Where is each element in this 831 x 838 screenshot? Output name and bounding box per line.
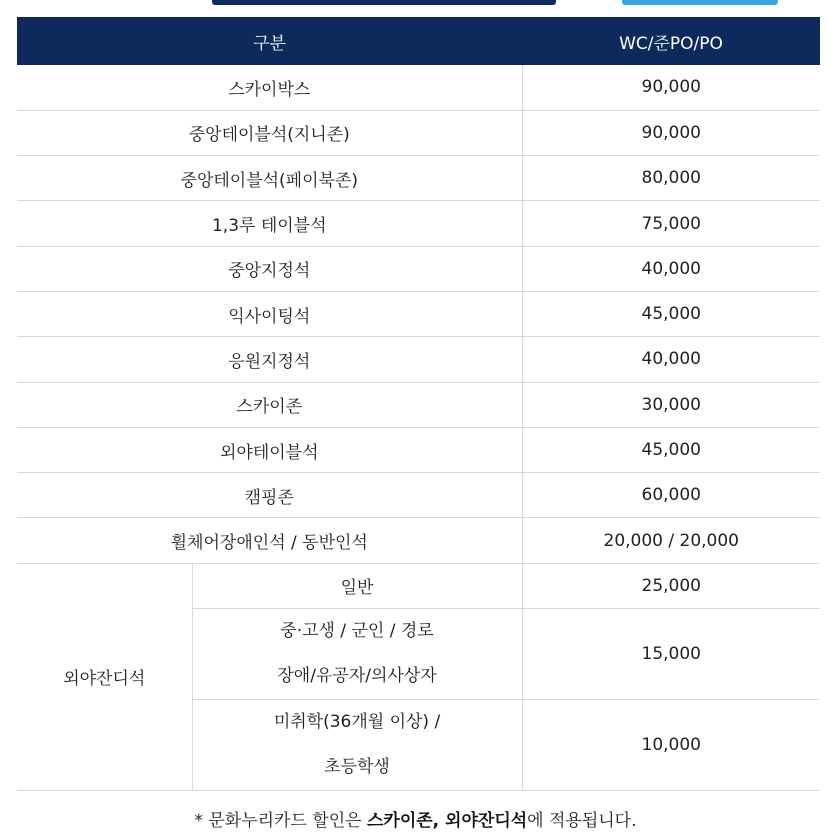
seat-price: 30,000 xyxy=(522,382,820,427)
seat-price: 15,000 xyxy=(522,609,820,700)
grass-sub-label-line2: 초등학생 xyxy=(324,757,390,778)
grass-sub-label xyxy=(192,609,522,700)
table-row xyxy=(17,246,820,291)
table-row xyxy=(17,201,820,246)
footnote-emphasis: 스카이존, 외야잔디석 xyxy=(366,811,528,831)
seat-price: 60,000 xyxy=(522,473,820,518)
seat-label: 익사이팅석 xyxy=(17,291,522,336)
table-row xyxy=(17,518,820,563)
seat-label: 응원지정석 xyxy=(17,337,522,382)
table-row xyxy=(17,382,820,427)
footnote-prefix: * 문화누리카드 할인은 xyxy=(194,811,367,831)
seat-price: 20,000 / 20,000 xyxy=(522,518,820,563)
table-row xyxy=(17,563,820,608)
seat-price: 80,000 xyxy=(522,156,820,201)
seat-label: 스카이박스 xyxy=(17,65,522,110)
seat-label: 외야테이블석 xyxy=(17,427,522,472)
seat-price: 45,000 xyxy=(522,427,820,472)
grass-sub-label-line2: 장애/유공자/의사상자 xyxy=(277,666,437,687)
seat-label: 휠체어장애인석 / 동반인석 xyxy=(17,518,522,563)
seat-price: 40,000 xyxy=(522,337,820,382)
footnote-suffix: 에 적용됩니다. xyxy=(527,811,637,831)
table-row xyxy=(17,110,820,155)
seat-price: 90,000 xyxy=(522,65,820,110)
table-row xyxy=(17,427,820,472)
seat-price: 90,000 xyxy=(522,110,820,155)
table-row xyxy=(17,473,820,518)
table-row xyxy=(17,291,820,336)
seat-label: 중앙테이블석(페이북존) xyxy=(17,156,522,201)
seat-price: 45,000 xyxy=(522,291,820,336)
tab-indicator-secondary[interactable] xyxy=(622,0,778,5)
header-category: 구분 xyxy=(17,17,522,65)
grass-group-label: 외야잔디석 xyxy=(17,563,192,790)
header-price: WC/준PO/PO xyxy=(522,17,820,65)
grass-sub-label-line1: 중·고생 / 군인 / 경로 xyxy=(280,621,434,642)
table-row xyxy=(17,337,820,382)
price-table xyxy=(17,17,820,791)
seat-label: 중앙지정석 xyxy=(17,246,522,291)
table-row xyxy=(17,65,820,110)
grass-sub-label xyxy=(192,700,522,791)
seat-label: 중앙테이블석(지니존) xyxy=(17,110,522,155)
seat-label: 캠핑존 xyxy=(17,473,522,518)
seat-price: 75,000 xyxy=(522,201,820,246)
tab-indicator-active[interactable] xyxy=(212,0,556,5)
grass-sub-label: 일반 xyxy=(192,563,522,608)
grass-sub-label-line1: 미취학(36개월 이상) / xyxy=(273,712,441,733)
seat-price: 40,000 xyxy=(522,246,820,291)
seat-price: 10,000 xyxy=(522,700,820,791)
seat-label: 1,3루 테이블석 xyxy=(17,201,522,246)
seat-label: 스카이존 xyxy=(17,382,522,427)
table-header-row xyxy=(17,17,820,65)
footnote xyxy=(0,806,831,831)
table-row xyxy=(17,156,820,201)
seat-price: 25,000 xyxy=(522,563,820,608)
